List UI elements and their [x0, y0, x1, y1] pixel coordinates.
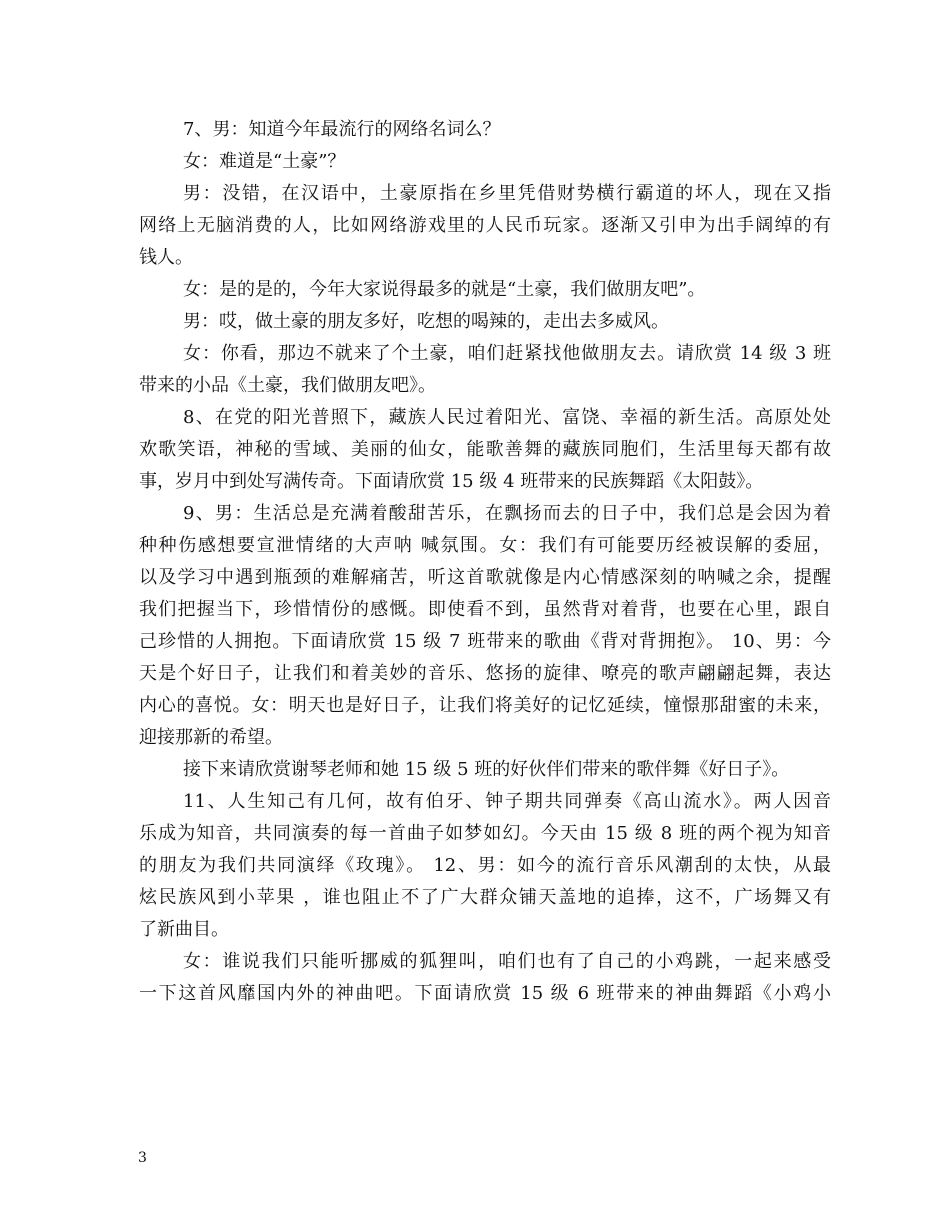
- text-line: 以及学习中遇到瓶颈的难解痛苦，听这首歌就像是内心情感深刻的呐喊之余，提醒: [139, 567, 831, 588]
- text-line: 带来的小品《土豪，我们做朋友吧》。: [139, 375, 436, 396]
- document-body: [139, 114, 831, 1010]
- text-line: 乐成为知音，共同演奏的每一首曲子如梦如幻。今天由 15 级 8 班的两个视为知音: [139, 823, 831, 844]
- text-line: 8、在党的阳光普照下，藏族人民过着阳光、富饶、幸福的新生活。高原处处: [183, 407, 831, 428]
- text-line: 的朋友为我们共同演绎《玫瑰》。 12、男：如今的流行音乐风潮刮的太快，从最: [139, 855, 831, 876]
- text-line: 女：是的是的，今年大家说得最多的就是“土豪，我们做朋友吧”。: [183, 279, 706, 300]
- text-line: 7、男：知道今年最流行的网络名词么？: [183, 119, 501, 140]
- text-line: 女：难道是“土豪”？: [183, 151, 346, 172]
- text-line: 了新曲目。: [139, 919, 229, 940]
- text-line: 内心的喜悦。女：明天也是好日子，让我们将美好的记忆延续，憧憬那甜蜜的未来，: [139, 695, 831, 716]
- text-line: 女：谁说我们只能听挪威的狐狸叫，咱们也有了自己的小鸡跳，一起来感受: [183, 951, 831, 972]
- text-line: 一下这首风靡国内外的神曲吧。下面请欣赏 15 级 6 班带来的神曲舞蹈《小鸡小: [139, 983, 831, 1004]
- page-number: 3: [138, 1150, 147, 1166]
- text-line: 事，岁月中到处写满传奇。下面请欣赏 15 级 4 班带来的民族舞蹈《太阳鼓》。: [139, 471, 764, 492]
- text-line: 己珍惜的人拥抱。下面请欣赏 15 级 7 班带来的歌曲《背对背拥抱》。 10、男：今: [139, 631, 831, 652]
- text-line: 9、男：生活总是充满着酸甜苦乐，在飘扬而去的日子中，我们总是会因为着: [183, 503, 831, 524]
- text-line: 网络上无脑消费的人，比如网络游戏里的人民币玩家。逐渐又引申为出手阔绰的有: [139, 215, 831, 236]
- text-line: 炫民族风到小苹果 ，谁也阻止不了广大群众铺天盖地的追捧，这不，广场舞又有: [139, 887, 831, 908]
- text-line: 天是个好日子，让我们和着美妙的音乐、悠扬的旋律、嘹亮的歌声翩翩起舞，表达: [139, 663, 831, 684]
- text-line: 男：哎，做土豪的朋友多好，吃想的喝辣的，走出去多威风。: [183, 311, 669, 332]
- text-line: 接下来请欣赏谢琴老师和她 15 级 5 班的好伙伴们带来的歌伴舞《好日子》。: [183, 759, 790, 780]
- text-line: 欢歌笑语，神秘的雪域、美丽的仙女，能歌善舞的藏族同胞们，生活里每天都有故: [139, 439, 831, 460]
- text-line: 女：你看，那边不就来了个土豪，咱们赶紧找他做朋友去。请欣赏 14 级 3 班: [183, 343, 831, 364]
- text-line: 种种伤感想要宣泄情绪的大声呐 喊氛围。女：我们有可能要历经被误解的委屈，: [139, 535, 831, 556]
- text-line: 迎接那新的希望。: [139, 727, 283, 748]
- text-line: 我们把握当下，珍惜情份的感慨。即使看不到，虽然背对着背，也要在心里，跟自: [139, 599, 831, 620]
- text-line: 钱人。: [139, 247, 193, 268]
- text-line: 11、人生知己有几何，故有伯牙、钟子期共同弹奏《高山流水》。两人因音: [183, 791, 831, 812]
- text-line: 男：没错，在汉语中，土豪原指在乡里凭借财势横行霸道的坏人，现在又指: [183, 183, 831, 204]
